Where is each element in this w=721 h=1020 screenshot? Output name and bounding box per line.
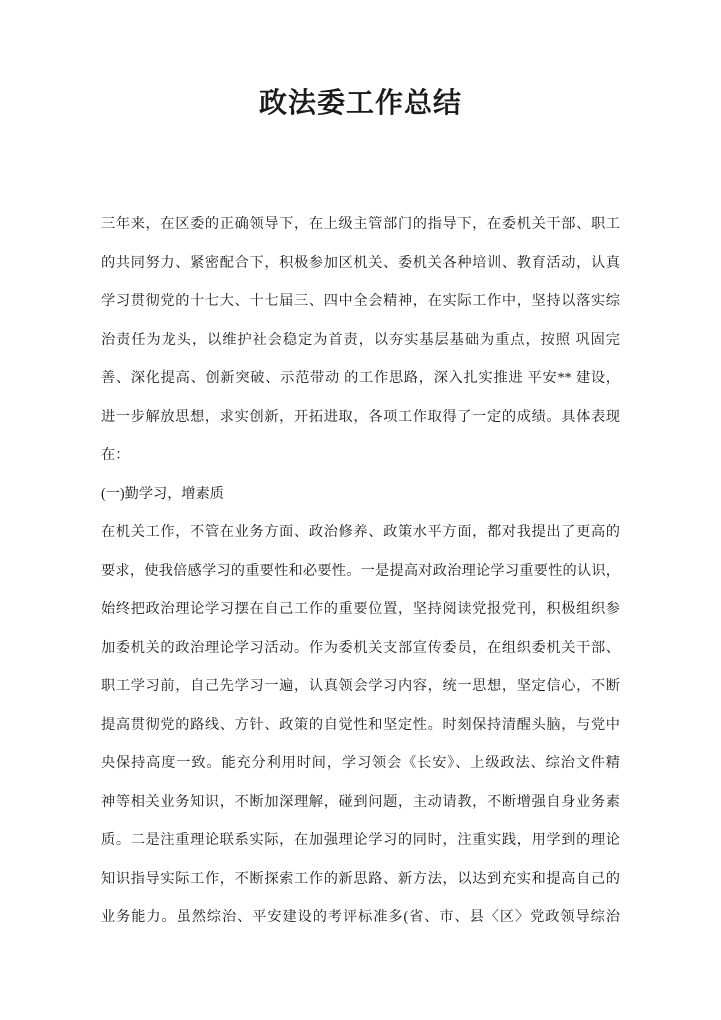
body-line: 三年来，在区委的正确领导下，在上级主管部门的指导下，在委机关干部、职工: [101, 216, 620, 232]
section-heading: (一)勤学习，增素质: [101, 485, 224, 502]
body-line: 质。二是注重理论联系实际，在加强理论学习的同时，注重实践，用学到的理论: [101, 832, 620, 848]
document-body: [101, 205, 620, 937]
body-line: 在机关工作，不管在业务方面、政治修养、政策水平方面，都对我提出了更高的: [101, 524, 620, 540]
document-title: 政法委工作总结: [258, 88, 462, 119]
body-line: 加委机关的政治理论学习活动。作为委机关支部宣传委员，在组织委机关干部、: [101, 639, 620, 656]
body-line: 要求，使我倍感学习的重要性和必要性。一是提高对政治理论学习重要性的认识，: [101, 562, 620, 579]
body-line: 知识指导实际工作，不断探索工作的新思路、新方法，以达到充实和提高自己的: [101, 870, 620, 887]
body-line: 在：: [101, 447, 130, 463]
body-line: 提高贯彻党的路线、方针、政策的自觉性和坚定性。时刻保持清醒头脑，与党中: [101, 716, 620, 733]
body-line: 神等相关业务知识，不断加深理解，碰到问题，主动请教，不断增强自身业务素: [101, 793, 620, 810]
body-line: 进一步解放思想，求实创新，开拓进取，各项工作取得了一定的成绩。具体表现: [101, 408, 620, 425]
body-line: 的共同努力、紧密配合下，积极参加区机关、委机关各种培训、教育活动，认真: [101, 254, 620, 271]
body-line: 央保持高度一致。能充分利用时间，学习领会《长安》、上级政法、综治文件精: [101, 755, 620, 771]
body-line: 始终把政治理论学习摆在自己工作的重要位置，坚持阅读党报党刊，积极组织参: [101, 601, 620, 617]
body-line: 业务能力。虽然综治、平安建设的考评标准多(省、市、县〈区〉党政领导综治: [101, 909, 620, 925]
body-line: 善、深化提高、创新突破、示范带动 的工作思路，深入扎实推进 平安** 建设，: [101, 370, 620, 386]
body-line: 职工学习前，自己先学习一遍，认真领会学习内容，统一思想，坚定信心，不断: [101, 678, 620, 694]
body-line: 治责任为龙头，以维护社会稳定为首责，以夯实基层基础为重点，按照 巩固完: [101, 331, 620, 348]
body-line: 学习贯彻党的十七大、十七届三、四中全会精神，在实际工作中，坚持以落实综: [101, 293, 620, 309]
